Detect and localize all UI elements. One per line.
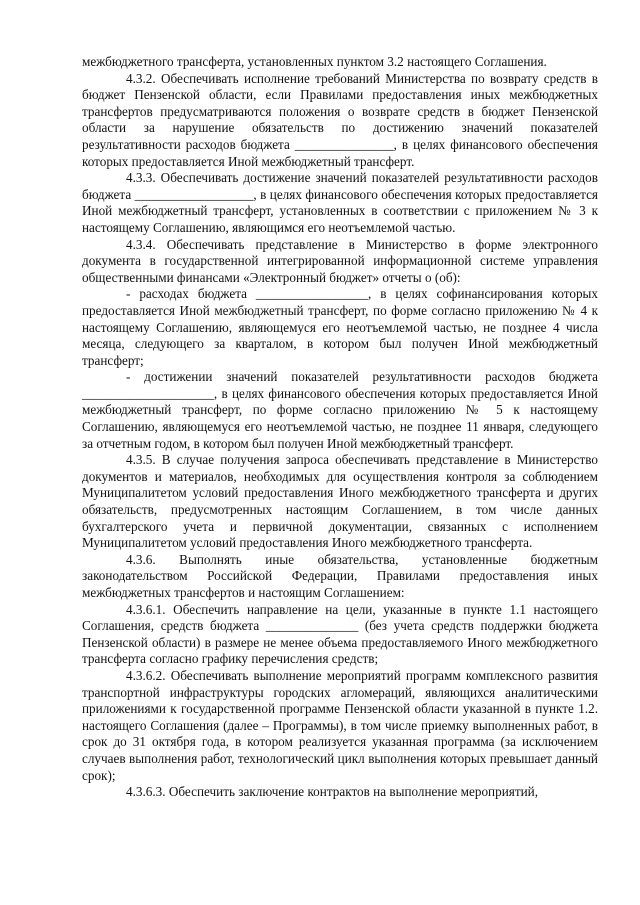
paragraph-continuation: межбюджетного трансферта, установленных пунктом 3.2 настоящего Соглашения. <box>82 54 547 69</box>
clause-4-3-3: 4.3.3. Обеспечивать достижение значений показателей результативности расходов бюджета __________________, в целях финансового обеспечения которых предоставляется Иной межбюджетный трансферт, установленных в соответствии с приложением № 3 к настоящему Соглашению, являющимся его неотъемлемой частью. <box>82 170 598 235</box>
clause-4-3-4: 4.3.4. Обеспечивать представление в Министерство в форме электронного документа в государственной интегрированной информационной системе управления общественными финансами «Электронный бюджет» отчеты о (об): <box>82 236 598 285</box>
clause-4-3-6-1: 4.3.6.1. Обеспечить направление на цели, указанные в пункте 1.1 настоящего Соглашения, средств бюджета ______________ (без учета средств поддержки бюджета Пензенской области) в размере не менее объема предоставляемого Иного межбюджетного трансферта согласно графику перечисления средств; <box>82 601 598 667</box>
bullet-expenses-report: - расходах бюджета _________________, в целях софинансирования которых предоставляется Иной межбюджетный трансферт, по форме согласно приложению № 4 к настоящему Соглашению, являющемуся его неотъемлемой частью, не позднее 4 числа месяца, следующего за кварталом, в котором был получен Иной межбюджетный трансферт; <box>82 286 598 368</box>
clause-4-3-6-2: 4.3.6.2. Обеспечивать выполнение мероприятий программ комплексного развития транспортной инфраструктуры городских агломераций, являющихся аналитическими приложениями к государственной программе Пензенской области указанной в пункте 1.2. настоящего Соглашения (далее – Программы), в том числе приемку выполненных работ, в срок до 31 октября года, в котором реализуется указанная программа (за исключением случаев выполнения работ, технологический цикл выполнения которых превышает данный срок); <box>82 667 598 783</box>
document-body <box>82 54 598 801</box>
clause-4-3-2: 4.3.2. Обеспечивать исполнение требований Министерства по возврату средств в бюджет Пензенской области, если Правилами предоставления иных межбюджетных трансфертов предусматриваются положения о возврате средств в бюджет Пензенской области за нарушение обязательств по достижению значений показателей результативности расходов бюджета _______________, в целях финансового обеспечения которых предоставляется Иной межбюджетный трансферт. <box>82 70 598 169</box>
clause-4-3-5: 4.3.5. В случае получения запроса обеспечивать представление в Министерство документов и материалов, необходимых для осуществления контроля за соблюдением Муниципалитетом условий предоставления Иного межбюджетного трансферта и других обязательств, предусмотренных настоящим Соглашением, в том числе данных бухгалтерского учета и первичной документации, связанных с исполнением Муниципалитетом условий предоставления Иного межбюджетного трансферта. <box>82 452 598 551</box>
clause-4-3-6-3: 4.3.6.3. Обеспечить заключение контрактов на выполнение мероприятий, <box>126 784 539 800</box>
clause-4-3-6: 4.3.6. Выполнять иные обязательства, установленные бюджетным законодательством Российской Федерации, Правилами предоставления иных межбюджетных трансфертов и настоящим Соглашением: <box>82 551 598 600</box>
bullet-results-report: - достижении значений показателей результативности расходов бюджета ____________________, в целях финансового обеспечения которых предоставляется Иной межбюджетный трансферт, по форме согласно приложению № 5 к настоящему Соглашению, являющемуся его неотъемлемой частью, не позднее 11 января, следующего за отчетным годом, в котором был получен Иной межбюджетный трансферт. <box>82 369 598 451</box>
